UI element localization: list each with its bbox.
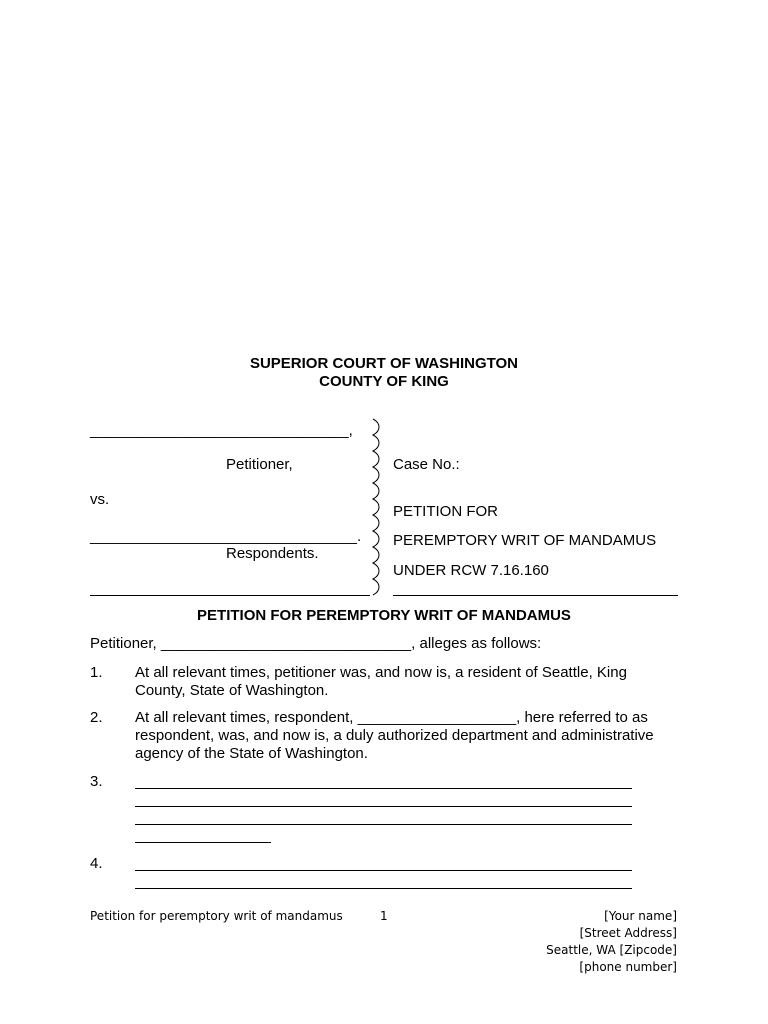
blank-line — [135, 842, 271, 843]
footer-address-block — [546, 908, 677, 976]
court-name: SUPERIOR COURT OF WASHINGTON — [249, 355, 519, 372]
document-title-line2: PEREMPTORY WRIT OF MANDAMUS — [393, 532, 657, 549]
caption-bottom-rule-left — [90, 595, 370, 596]
petition-heading: PETITION FOR PEREMPTORY WRIT OF MANDAMUS — [197, 607, 571, 624]
vs-label: vs. — [90, 491, 110, 508]
paragraph-number: 1. — [90, 664, 103, 681]
blank-line — [135, 806, 632, 807]
respondent-blank: ________________________________. — [90, 528, 362, 545]
respondents-label: Respondents. — [226, 545, 319, 562]
case-number-label: Case No.: — [393, 456, 460, 473]
paragraph-text: At all relevant times, respondent, ___________________, here referred to as respondent, was, and now is, a duly authorized department and administrative agency of the State of Washington. — [135, 709, 654, 762]
paragraph-number: 4. — [90, 855, 103, 872]
caption-brace-divider — [370, 417, 384, 597]
petitioner-blank: _______________________________, — [90, 422, 353, 439]
footer-name: [Your name] — [604, 909, 677, 923]
blank-line — [135, 788, 632, 789]
footer-document-title: Petition for peremptory writ of mandamus — [90, 909, 343, 923]
blank-line — [135, 888, 632, 889]
intro-line: Petitioner, ______________________________, alleges as follows: — [90, 635, 542, 652]
caption-bottom-rule-right — [393, 595, 678, 596]
document-title-line3: UNDER RCW 7.16.160 — [393, 562, 549, 579]
document-title-line1: PETITION FOR — [393, 503, 498, 520]
blank-line — [135, 870, 632, 871]
blank-line — [135, 824, 632, 825]
paragraph-number: 3. — [90, 773, 103, 790]
footer-city: Seattle, WA [Zipcode] — [546, 943, 677, 957]
footer-phone: [phone number] — [579, 960, 677, 974]
footer-page-number: 1 — [380, 909, 388, 923]
paragraph-number: 2. — [90, 709, 103, 726]
paragraph-text: At all relevant times, petitioner was, and now is, a resident of Seattle, King County, State of Washington. — [135, 664, 627, 699]
footer-street: [Street Address] — [579, 926, 677, 940]
court-county: COUNTY OF KING — [319, 373, 449, 390]
petitioner-label: Petitioner, — [226, 456, 293, 473]
